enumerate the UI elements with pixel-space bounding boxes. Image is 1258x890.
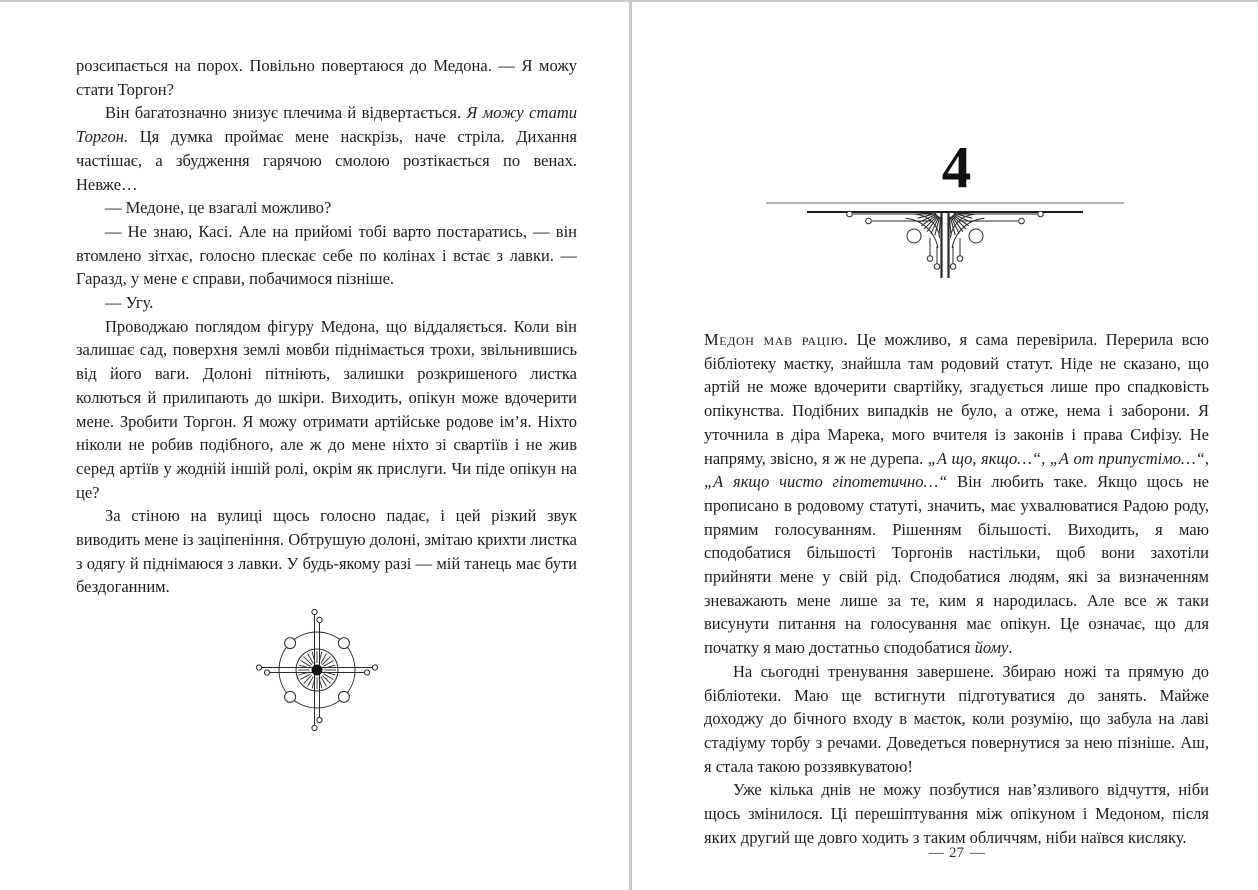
- paragraph: [76, 504, 577, 599]
- paragraph: [704, 328, 1209, 660]
- paragraph: [76, 196, 577, 220]
- text-segment: Медон мав рацію.: [704, 330, 849, 349]
- text-segment: — Угу.: [105, 293, 154, 313]
- text-segment: Він любить таке. Якщо щось не прописано в родовому статуті, значить, має ухвалюватися Радою роду, прямим голосуванням. Рішенням більшості. Виходить, я маю сподобатися більшості Торгонів настільки, щоб вони захотіли прийняти мене у свій рід. Сподобатися людям, які за визначенням зневажають мене лише за те, ким я народилась. Але все ж таки висунути питання на голосування має опікун. Це означає, що для початку я маю достатньо сподобатися: [704, 472, 1209, 658]
- text-segment: Уже кілька днів не можу позбутися нав’язливого відчуття, ніби щось змінилося. Ці перешіптування між опікуном і Медоном, після яких другий ще довго ходить з таким обличчям, ніби наївся кисляку.: [704, 780, 1209, 847]
- page-number: [704, 845, 1209, 862]
- text-segment: На сьогодні тренування завершене. Збираю ножі та прямую до бібліотеки. Маю ще встигнути підготуватися до занять. Майже доходжу до бічного входу в маєток, коли розумію, що забула на лаві стадіуму торбу з речами. Доведеться повернутися за нею пізніше. Аш, я стала такою роззявкуватою!: [704, 661, 1209, 776]
- sun-mandala-ornament: [247, 600, 387, 740]
- left-page-text: [76, 54, 577, 599]
- paragraph: [704, 660, 1209, 779]
- paragraph: [76, 54, 577, 101]
- text-segment: — Не знаю, Касі. Але на прийомі тобі варто постаратись, — він втомлено зітхає, голосно плескає себе по колінах і встає з лавки. — Гаразд, у мене є справи, побачимося пізніше.: [76, 221, 577, 289]
- page-number-dash-left: —: [929, 845, 943, 861]
- paragraph: [704, 778, 1209, 849]
- text-segment: йому: [974, 638, 1009, 658]
- text-segment: розсипається на порох. Повільно повертаюся до Медона. — Я можу стати Торгон?: [76, 56, 577, 99]
- right-page-text: [704, 328, 1209, 849]
- paragraph: [76, 220, 577, 291]
- paragraph: [76, 101, 577, 196]
- text-segment: „А що, якщо…“, „А от припустімо…“, „А якщо чисто гіпотетично…“: [704, 448, 1209, 492]
- text-segment: Ця думка проймає мене наскрізь, наче стріла. Дихання частішає, а збудження гарячою смолою розтікається по венах. Невже…: [76, 127, 577, 194]
- chapter-number: 4: [941, 134, 972, 200]
- paragraph: [76, 315, 577, 505]
- page-number-value: 27: [949, 845, 964, 861]
- text-segment: Я можу стати Торгон.: [76, 103, 577, 147]
- text-segment: За стіною на вулиці щось голосно падає, і цей різкий звук виводить мене із заціпеніння. Обтрушую долоні, змітаю крихти листка з одягу й піднімаюся з лавки. У будь-якому разі — мій танець має бути бездоганним.: [76, 506, 577, 597]
- text-segment: — Медоне, це взагалі можливо?: [105, 198, 332, 218]
- text-segment: Це можливо, я сама перевірила. Перерила всю бібліотеку маєтку, знайшла там родовий статут. Ніде не сказано, що артій не може вдочерити свартійку, згадується лише про спадковість опікунства. Подібних випадків не було, а отже, нема і заборони. Я уточнила в діра Марека, мого вчителя із законів і права Сифізу. Не напряму, звісно, я ж не дурепа.: [704, 330, 1209, 468]
- page-divider: [629, 0, 632, 890]
- text-segment: .: [1008, 638, 1013, 658]
- text-segment: Він багатозначно знизує плечима й відвертається.: [105, 103, 467, 123]
- text-segment: Проводжаю поглядом фігуру Медона, що віддаляється. Коли він залишає сад, поверхня землі мовби піднімається трохи, звільнившись від його ваги. Долоні пітніють, залишки розкришеного листка колються й прилипають до шкіри. Виходить, опікун може вдочерити мене. Зробити Торгон. Я можу отримати артійське родове ім’я. Ніхто ніколи не робив подібного, але ж до мене ніхто зі свартіїв і не жив серед артіїв у жодній іншій ролі, окрім як прислуги. Чи піде опікун на це?: [76, 316, 577, 502]
- page-number-dash-right: —: [970, 845, 984, 861]
- paragraph: [76, 291, 577, 315]
- chapter-header-ornament: [760, 198, 1130, 286]
